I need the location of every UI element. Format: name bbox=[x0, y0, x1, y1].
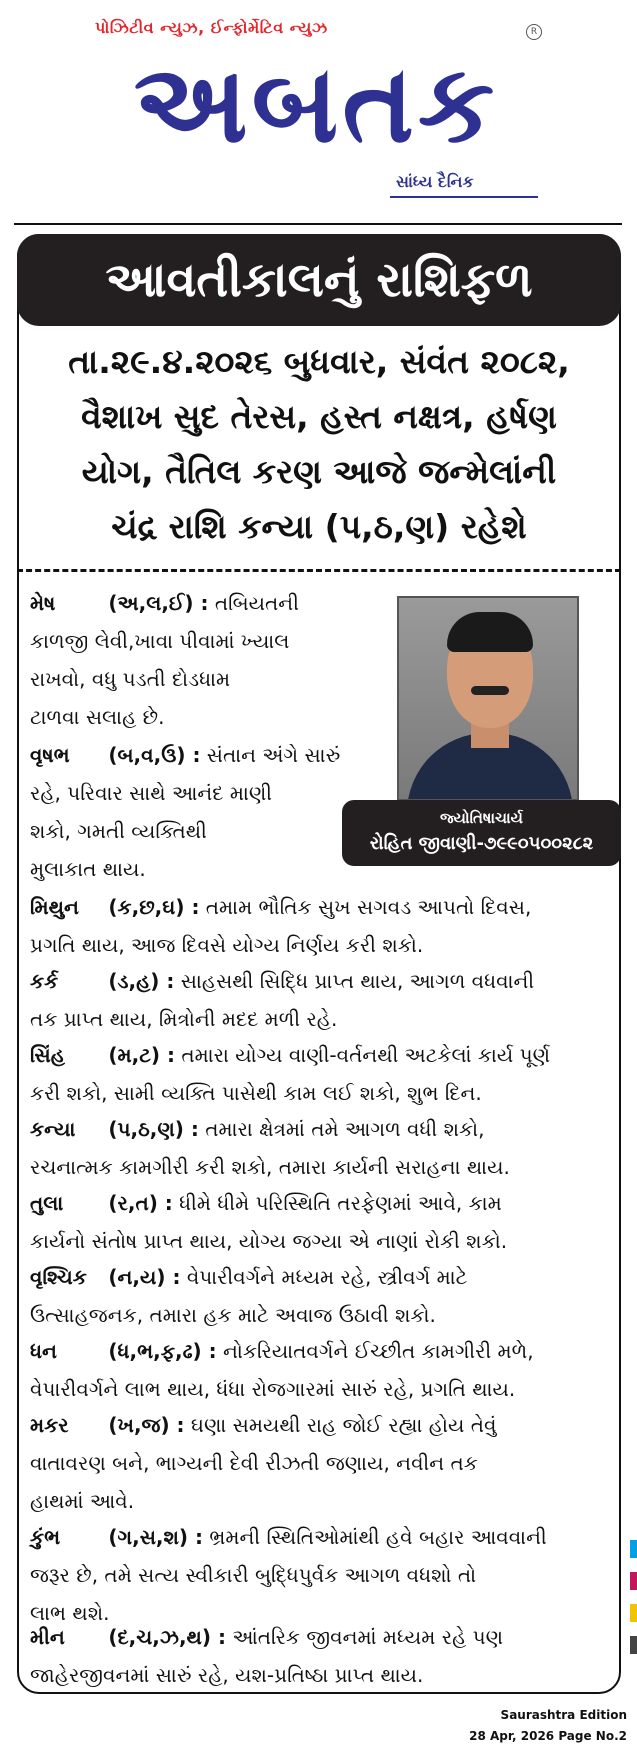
rashi-text: નોકરિયાતવર્ગને ઈચ્છીત કામગીરી મળે, bbox=[222, 1339, 534, 1363]
edition-underline bbox=[390, 196, 538, 198]
rashi-text: કાર્યનો સંતોષ પ્રાપ્ત થાય, યોગ્ય જગ્યા એ નાણાં રોકી શકો. bbox=[30, 1229, 508, 1253]
rashi-text: શકો, ગમતી વ્યક્તિથી bbox=[30, 819, 207, 843]
rashi-text: સાહસથી સિદ્ધિ પ્રાપ્ત થાય, આગળ વધવાની bbox=[180, 969, 535, 993]
rashi-entry-kanya bbox=[30, 1110, 510, 1186]
rashi-text: પ્રગતિ થાય, આજ દિવસે યોગ્ય નિર્ણય કરી શકો. bbox=[30, 933, 424, 957]
masthead-divider bbox=[14, 223, 622, 225]
rashi-text: તમારા ક્ષેત્રમાં તમે આગળ વધી શકો, bbox=[205, 1117, 485, 1141]
rashi-letters: (બ,વ,ઉ) : bbox=[108, 743, 201, 767]
date-page-label: 28 Apr, 2026 Page No.2 bbox=[469, 1729, 627, 1743]
rashi-entry-tula bbox=[30, 1184, 507, 1260]
rashi-text: હાથમાં આવે. bbox=[30, 1489, 135, 1513]
rashi-name: વૃષભ bbox=[30, 743, 70, 767]
rashi-text: આંતરિક જીવનમાં મધ્યમ રહે પણ bbox=[232, 1625, 504, 1649]
page-title: આવતીકાલનું રાશિફળ bbox=[105, 252, 533, 308]
rashi-letters: (ખ,જ) : bbox=[108, 1413, 185, 1437]
rashi-text: રચનાત્મક કામગીરી કરી શકો, તમારા કાર્યની સરાહના થાય. bbox=[30, 1155, 510, 1179]
edition-type: સાંધ્ય દૈનિક bbox=[396, 172, 474, 191]
rashi-name: મીન bbox=[30, 1625, 65, 1649]
rashi-name: કુંભ bbox=[30, 1525, 61, 1549]
astrologer-photo bbox=[397, 596, 579, 801]
rashi-letters: (ક,છ,ઘ) : bbox=[108, 895, 200, 919]
panchang-line: ચંદ્ર રાશિ કન્યા (પ,ઠ,ણ) રહેશે bbox=[111, 507, 527, 546]
rashi-entry-kumbh bbox=[30, 1518, 547, 1632]
rashi-letters: (મ,ટ) : bbox=[108, 1043, 175, 1067]
rashi-letters: (દ,ચ,ઝ,થ) : bbox=[108, 1625, 226, 1649]
rashi-name: તુલા bbox=[30, 1191, 64, 1215]
dashed-divider bbox=[17, 569, 621, 572]
rashi-name: ધન bbox=[30, 1339, 57, 1363]
rashi-letters: (અ,લ,ઈ) : bbox=[108, 591, 209, 615]
rashi-text: તમામ ભૌતિક સુખ સગવડ આપતો દિવસ, bbox=[205, 895, 532, 919]
rashi-name: મેષ bbox=[30, 591, 56, 615]
newspaper-logo: અબતક bbox=[133, 42, 499, 167]
rashi-text: રહે, પરિવાર સાથે આનંદ માણી bbox=[30, 781, 273, 805]
rashi-entry-meen bbox=[30, 1618, 503, 1694]
rashi-name: સિંહ bbox=[30, 1043, 65, 1067]
rashi-entry-dhan bbox=[30, 1332, 534, 1408]
rashi-text: રાખવો, વધુ પડતી દોડધામ bbox=[30, 667, 231, 691]
rashi-text: ઘણા સમયથી રાહ જોઈ રહ્યા હોય તેવું bbox=[190, 1413, 497, 1437]
rashi-letters: (ધ,ભ,ફ,ઢ) : bbox=[108, 1339, 217, 1363]
tagline: પોઝિટીવ ન્યુઝ, ઈન્ફોર્મેટિવ ન્યુઝ bbox=[95, 18, 328, 37]
panchang-line: તા.૨૯.૪.૨૦૨૬ બુધવાર, સંવંત ૨૦૮૨, bbox=[68, 342, 570, 381]
rashi-name: કર્ક bbox=[30, 969, 59, 993]
rashi-text: જરૂર છે, તમે સત્ય સ્વીકારી બુદ્ધિપુર્વક આગળ વધશો તો bbox=[30, 1563, 477, 1587]
rashi-name: મકર bbox=[30, 1413, 69, 1437]
panchang-block bbox=[30, 334, 608, 554]
edge-mark bbox=[630, 1540, 637, 1558]
rashi-text: કરી શકો, સામી વ્યક્તિ પાસેથી કામ લઈ શકો, શુભ દિન. bbox=[30, 1081, 482, 1105]
rashi-text: ઉત્સાહજનક, તમારા હક માટે અવાજ ઉઠાવી શકો. bbox=[30, 1303, 436, 1327]
rashi-entry-sinh bbox=[30, 1036, 550, 1112]
rashi-text: જાહેરજીવનમાં સારું રહે, યશ-પ્રતિષ્ઠા પ્રાપ્ત થાય. bbox=[30, 1663, 424, 1687]
rashi-text: કાળજી લેવી,ખાવા પીવામાં ખ્યાલ bbox=[30, 629, 290, 653]
rashi-text: સંતાન અંગે સારું bbox=[206, 743, 341, 767]
rashi-letters: (ર,ત) : bbox=[108, 1191, 173, 1215]
astrologer-title: જ્યોતિષાચાર્ય bbox=[440, 809, 523, 827]
rashi-text: વેપારીવર્ગને લાભ થાય, ધંધા રોજગારમાં સારું રહે, પ્રગતિ થાય. bbox=[30, 1377, 516, 1401]
rashi-entry-kark bbox=[30, 962, 534, 1038]
edition-label: Saurashtra Edition bbox=[500, 1708, 627, 1722]
astrologer-name: રોહિત જીવાણી-૭૯૯૦૫૦૦૨૮૨ bbox=[369, 833, 594, 854]
rashi-text: તક પ્રાપ્ત થાય, મિત્રોની મદદ મળી રહે. bbox=[30, 1007, 338, 1031]
panchang-line: વૈશાખ સુદ તેરસ, હસ્ત નક્ષત્ર, હર્ષણ bbox=[81, 397, 557, 436]
rashi-text: વાતાવરણ બને, ભાગ્યની દેવી રીઝતી જણાય, નવીન તક bbox=[30, 1451, 478, 1475]
rashi-text: ભ્રમની સ્થિતિઓમાંથી હવે બહાર આવવાની bbox=[209, 1525, 547, 1549]
astrologer-label bbox=[342, 800, 621, 866]
masthead bbox=[0, 0, 637, 215]
rashi-text: વેપારીવર્ગને મધ્યમ રહે, સ્ત્રીવર્ગ માટે bbox=[186, 1265, 468, 1289]
registered-mark: R bbox=[526, 24, 542, 40]
rashi-letters: (પ,ઠ,ણ) : bbox=[108, 1117, 199, 1141]
edge-mark bbox=[630, 1604, 637, 1622]
rashi-text: લાભ થશે. bbox=[30, 1601, 110, 1625]
rashi-text: મુલાકાત થાય. bbox=[30, 857, 146, 881]
rashi-entry-makar bbox=[30, 1406, 496, 1520]
rashi-text: ટાળવા સલાહ છે. bbox=[30, 705, 165, 729]
rashi-letters: (ન,ય) : bbox=[108, 1265, 181, 1289]
rashi-entry-vrushabh bbox=[30, 736, 340, 888]
rashi-text: તમારા યોગ્ય વાણી-વર્તનથી અટકેલાં કાર્ય પૂર્ણ bbox=[181, 1043, 551, 1067]
rashi-text: ધીમે ધીમે પરિસ્થિતિ તરફેણમાં આવે, કામ bbox=[179, 1191, 502, 1215]
rashi-entry-mesh bbox=[30, 584, 299, 736]
edge-mark bbox=[630, 1572, 637, 1590]
rashi-entry-vrushchik bbox=[30, 1258, 467, 1334]
edge-mark bbox=[630, 1636, 637, 1654]
rashi-name: કન્યા bbox=[30, 1117, 76, 1141]
rashi-text: તબિયતની bbox=[214, 591, 299, 615]
rashi-entry-mithun bbox=[30, 888, 531, 964]
rashi-name: મિથુન bbox=[30, 895, 79, 919]
rashi-name: વૃશ્ચિક bbox=[30, 1265, 87, 1289]
rashi-letters: (ગ,સ,શ) : bbox=[108, 1525, 204, 1549]
panchang-line: યોગ, તૈતિલ કરણ આજે જન્મેલાંની bbox=[81, 452, 557, 491]
rashi-letters: (ડ,હ) : bbox=[108, 969, 175, 993]
